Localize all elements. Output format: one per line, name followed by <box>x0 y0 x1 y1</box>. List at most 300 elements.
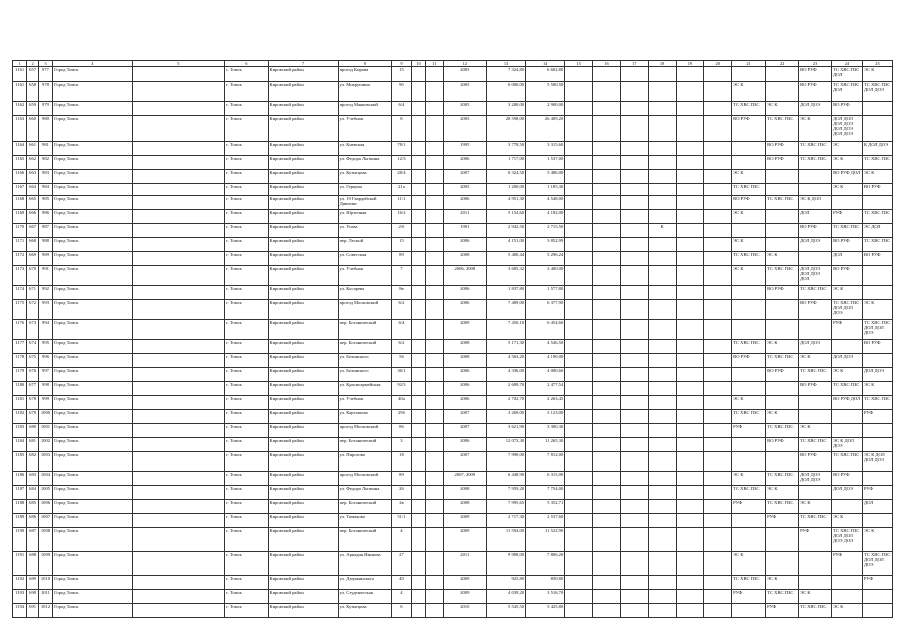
table-cell <box>426 196 444 210</box>
table-cell <box>426 116 444 142</box>
table-cell: 1179 <box>13 368 27 382</box>
table-cell: 4 <box>392 528 412 552</box>
table-cell: 2007, 2009 <box>443 472 486 486</box>
table-cell: пер. Ботанический <box>338 320 392 340</box>
table-cell <box>799 576 832 590</box>
table-cell: 691 <box>27 604 38 618</box>
table-cell <box>704 238 732 252</box>
table-cell: 3 200,00 <box>486 102 525 116</box>
table-cell <box>411 410 425 424</box>
table-cell <box>676 184 704 196</box>
table-cell <box>648 116 676 142</box>
table-cell: 2008 <box>443 354 486 368</box>
table-cell: ЭС К <box>732 552 766 576</box>
table-cell: ВО РУФ <box>766 438 799 452</box>
table-cell: г. Томск <box>225 438 268 452</box>
table-cell <box>132 452 225 472</box>
table-cell <box>620 382 648 396</box>
table-cell: 1164 <box>13 142 27 156</box>
table-cell: 977 <box>38 67 52 82</box>
table-cell <box>766 452 799 472</box>
table-cell <box>593 170 621 184</box>
table-cell: 661 <box>27 142 38 156</box>
table-cell <box>704 82 732 102</box>
table-cell: ВО РУФ <box>799 452 832 472</box>
table-cell <box>565 528 593 552</box>
table-cell: Город Томск <box>53 184 132 196</box>
table-cell <box>732 368 766 382</box>
table-cell <box>620 170 648 184</box>
table-cell <box>593 528 621 552</box>
table-cell: г. Томск <box>225 424 268 438</box>
table-cell <box>565 102 593 116</box>
table-cell <box>593 424 621 438</box>
table-cell: 4 <box>392 590 412 604</box>
table-cell <box>426 472 444 486</box>
table-cell <box>676 300 704 320</box>
table-cell: г. Томск <box>225 102 268 116</box>
table-cell <box>132 604 225 618</box>
table-cell: г. Томск <box>225 528 268 552</box>
table-cell <box>732 604 766 618</box>
table-cell: РУФ <box>862 576 892 590</box>
table-cell <box>411 500 425 514</box>
table-row <box>13 368 893 382</box>
table-cell <box>648 528 676 552</box>
table-cell: ЭС К <box>862 528 892 552</box>
table-cell <box>732 286 766 300</box>
table-cell: ЭС К <box>732 396 766 410</box>
table-cell: ул. Юрточная <box>338 210 392 224</box>
table-cell: К ДОЛ ДОЭ <box>862 142 892 156</box>
table-cell: 11 522,90 <box>526 528 565 552</box>
table-cell <box>426 184 444 196</box>
table-cell: ЭС К <box>766 102 799 116</box>
table-cell: 1003 <box>38 452 52 472</box>
table-cell <box>411 116 425 142</box>
table-cell: г. Томск <box>225 486 268 500</box>
table-cell: ТС ХВС ПЗС <box>766 196 799 210</box>
table-cell: 676 <box>27 368 38 382</box>
table-cell: 670 <box>27 266 38 286</box>
table-cell: ВО РУФ <box>766 368 799 382</box>
table-row <box>13 528 893 552</box>
table-cell: ТС ХВС ПЗС <box>732 184 766 196</box>
table-cell: 1165 <box>13 156 27 170</box>
table-cell: ЭС К <box>832 604 863 618</box>
table-cell <box>648 210 676 224</box>
table-cell <box>766 300 799 320</box>
table-cell <box>132 424 225 438</box>
table-cell: Кировский район <box>268 156 338 170</box>
table-cell: 1 717,00 <box>486 156 525 170</box>
table-cell: 981 <box>38 142 52 156</box>
table-cell: Кировский район <box>268 452 338 472</box>
table-cell <box>132 286 225 300</box>
table-cell: 6 324,50 <box>486 170 525 184</box>
table-cell: 1176 <box>13 320 27 340</box>
table-cell: 679 <box>27 410 38 424</box>
table-cell: 978 <box>38 82 52 102</box>
table-cell: 1000 <box>38 410 52 424</box>
table-cell: ДОЛ ДОЭ ДОЛ ДОЭ <box>799 472 832 486</box>
table-cell <box>593 500 621 514</box>
table-cell <box>799 170 832 184</box>
table-cell <box>832 424 863 438</box>
table-cell: 2009 <box>443 590 486 604</box>
table-cell: г. Томск <box>225 170 268 184</box>
table-cell <box>426 528 444 552</box>
column-number: 11 <box>426 61 444 67</box>
table-cell <box>648 410 676 424</box>
table-cell: Кировский район <box>268 500 338 514</box>
table-cell <box>411 368 425 382</box>
table-cell <box>620 368 648 382</box>
table-cell <box>704 590 732 604</box>
table-row <box>13 300 893 320</box>
table-cell: 40а <box>392 396 412 410</box>
table-cell: ВО РУФ <box>766 156 799 170</box>
table-cell: г. Томск <box>225 196 268 210</box>
table-cell: ЭС К <box>832 184 863 196</box>
table-cell <box>648 396 676 410</box>
table-cell: 27 <box>392 552 412 576</box>
table-cell <box>620 142 648 156</box>
table-cell <box>648 252 676 266</box>
table-cell <box>132 224 225 238</box>
table-cell <box>704 142 732 156</box>
table-cell: 18 <box>392 452 412 472</box>
table-cell <box>799 552 832 576</box>
table-cell <box>766 67 799 82</box>
table-cell <box>676 340 704 354</box>
table-cell: 6/4 <box>392 102 412 116</box>
table-cell <box>676 116 704 142</box>
table-row <box>13 266 893 286</box>
table-cell <box>132 576 225 590</box>
table-cell: 1166 <box>13 170 27 184</box>
column-number: 18 <box>648 61 676 67</box>
table-cell <box>132 252 225 266</box>
table-cell <box>132 486 225 500</box>
table-cell: Кировский район <box>268 424 338 438</box>
table-cell <box>620 424 648 438</box>
table-cell: 1001 <box>38 424 52 438</box>
table-cell <box>648 424 676 438</box>
table-cell: ул. Дзержинского <box>338 576 392 590</box>
table-cell <box>799 184 832 196</box>
table-cell: Город Томск <box>53 196 132 210</box>
table-cell <box>132 368 225 382</box>
table-cell: ЭС К <box>766 252 799 266</box>
table-cell <box>411 486 425 500</box>
table-cell: РУФ <box>862 486 892 500</box>
table-cell <box>648 82 676 102</box>
table-cell: 6/2 <box>392 340 412 354</box>
table-cell <box>411 300 425 320</box>
table-cell <box>704 410 732 424</box>
table-cell: 1 537,00 <box>526 156 565 170</box>
table-cell: 11 594,00 <box>486 528 525 552</box>
table-cell: 1161 <box>13 82 27 102</box>
table-cell: 1186 <box>13 472 27 486</box>
table-cell: ТС ХВС ПЗС ДОЛ ДОЛ ДОЭ <box>862 552 892 576</box>
table-cell: 1187 <box>13 486 27 500</box>
table-cell <box>766 170 799 184</box>
table-cell <box>648 300 676 320</box>
table-cell: 850,80 <box>526 576 565 590</box>
table-cell <box>620 300 648 320</box>
table-cell <box>593 320 621 340</box>
table-cell <box>862 590 892 604</box>
table-cell <box>676 82 704 102</box>
table-cell <box>426 102 444 116</box>
table-cell <box>426 238 444 252</box>
table-cell: Кировский район <box>268 396 338 410</box>
table-cell <box>766 382 799 396</box>
table-cell <box>593 354 621 368</box>
table-cell: 672 <box>27 300 38 320</box>
table-cell: ЭС К <box>832 286 863 300</box>
table-cell <box>704 320 732 340</box>
table-cell: ДОЛ <box>799 210 832 224</box>
table-cell: ЭС К ДОЛ <box>799 196 832 210</box>
table-cell <box>676 452 704 472</box>
table-cell <box>648 196 676 210</box>
table-cell: 1194 <box>13 604 27 618</box>
table-cell: 998 <box>38 382 52 396</box>
table-cell <box>648 184 676 196</box>
table-cell: Кировский район <box>268 184 338 196</box>
table-cell: Город Томск <box>53 210 132 224</box>
table-cell <box>593 210 621 224</box>
table-cell <box>565 368 593 382</box>
table-row <box>13 396 893 410</box>
table-cell <box>593 156 621 170</box>
table-cell <box>648 266 676 286</box>
table-cell: РУФ <box>732 500 766 514</box>
table-cell <box>426 266 444 286</box>
table-cell <box>704 340 732 354</box>
table-cell: 28/4 <box>392 170 412 184</box>
table-cell: Город Томск <box>53 424 132 438</box>
table-cell: Город Томск <box>53 116 132 142</box>
table-cell <box>132 500 225 514</box>
column-number: 6 <box>225 61 268 67</box>
table-cell: г. Томск <box>225 210 268 224</box>
table-row <box>13 340 893 354</box>
table-cell <box>593 368 621 382</box>
table-row <box>13 472 893 486</box>
table-cell: 671 <box>27 286 38 300</box>
table-cell: 2009 <box>443 320 486 340</box>
table-cell <box>704 514 732 528</box>
table-cell <box>732 438 766 452</box>
table-cell <box>565 67 593 82</box>
table-cell: Кировский район <box>268 486 338 500</box>
table-cell: 682 <box>27 452 38 472</box>
table-cell: ДОЛ ДОЭ <box>862 368 892 382</box>
table-cell: 4 151,00 <box>486 238 525 252</box>
table-cell: г. Томск <box>225 500 268 514</box>
table-cell <box>766 210 799 224</box>
table-cell <box>426 410 444 424</box>
table-cell: 2006 <box>443 286 486 300</box>
table-cell <box>132 67 225 82</box>
table-cell: Город Томск <box>53 452 132 472</box>
table-cell: 993 <box>38 300 52 320</box>
table-cell: Кировский район <box>268 116 338 142</box>
table-cell <box>620 410 648 424</box>
table-cell <box>704 396 732 410</box>
table-cell <box>411 604 425 618</box>
table-cell: 2007 <box>443 452 486 472</box>
table-cell <box>648 452 676 472</box>
table-cell: 4 182,00 <box>526 210 565 224</box>
table-cell: 662 <box>27 156 38 170</box>
table-cell: Кировский район <box>268 196 338 210</box>
table-cell: 6 377,90 <box>526 300 565 320</box>
table-cell <box>676 238 704 252</box>
table-cell <box>565 142 593 156</box>
table-cell: 7 450,10 <box>486 320 525 340</box>
table-cell: 5 154,60 <box>486 210 525 224</box>
table-row <box>13 116 893 142</box>
table-cell: РУФ <box>862 410 892 424</box>
table-cell: 4 190,00 <box>526 354 565 368</box>
table-cell: 1995 <box>443 142 486 156</box>
table-cell: 11/1 <box>392 196 412 210</box>
table-cell: 1185 <box>13 452 27 472</box>
table-cell <box>411 514 425 528</box>
table-cell <box>732 528 766 552</box>
table-cell <box>676 266 704 286</box>
table-cell: 3 123,00 <box>526 410 565 424</box>
table-cell <box>411 67 425 82</box>
table-cell: 2007 <box>443 424 486 438</box>
table-cell: Город Томск <box>53 102 132 116</box>
table-cell: 15 <box>392 67 412 82</box>
table-cell <box>676 196 704 210</box>
table-cell: Город Томск <box>53 266 132 286</box>
table-cell: 1007 <box>38 514 52 528</box>
table-cell <box>426 486 444 500</box>
table-cell <box>132 410 225 424</box>
table-cell: 667 <box>27 224 38 238</box>
table-cell <box>620 452 648 472</box>
table-cell <box>132 590 225 604</box>
table-cell: 3 778,50 <box>486 142 525 156</box>
table-cell <box>411 340 425 354</box>
table-cell: г. Томск <box>225 396 268 410</box>
table-cell <box>732 156 766 170</box>
table-cell: ул. Киевская <box>338 142 392 156</box>
table-cell <box>676 252 704 266</box>
table-cell: 1192 <box>13 576 27 590</box>
table-cell: ЭС К <box>832 514 863 528</box>
table-cell <box>648 514 676 528</box>
table-cell: 1162 <box>13 102 27 116</box>
column-number: 15 <box>565 61 593 67</box>
table-cell: 669 <box>27 252 38 266</box>
table-row <box>13 354 893 368</box>
table-cell: 6 602,80 <box>526 67 565 82</box>
table-cell <box>565 156 593 170</box>
table-cell <box>862 196 892 210</box>
table-cell <box>426 340 444 354</box>
table-cell: 687 <box>27 528 38 552</box>
table-cell <box>862 424 892 438</box>
table-cell: Кировский район <box>268 552 338 576</box>
table-cell: ул. Советская <box>338 252 392 266</box>
table-cell <box>132 300 225 320</box>
table-cell: 997 <box>38 368 52 382</box>
table-row <box>13 224 893 238</box>
table-cell <box>411 552 425 576</box>
table-cell <box>704 252 732 266</box>
table-cell <box>832 340 863 354</box>
table-cell <box>411 438 425 452</box>
table-cell: Город Томск <box>53 82 132 102</box>
table-cell <box>648 286 676 300</box>
table-cell: ДОЛ ДОЭ ДОЛ ДОЭ ДОЛ <box>799 266 832 286</box>
table-cell: ТС ХВС ПЗС <box>766 472 799 486</box>
table-cell <box>132 472 225 486</box>
table-cell <box>676 102 704 116</box>
table-cell: РУФ <box>832 320 863 340</box>
table-cell <box>411 142 425 156</box>
table-cell <box>862 604 892 618</box>
table-cell: 2006 <box>443 156 486 170</box>
table-cell: 2 702,70 <box>486 396 525 410</box>
table-cell: г. Томск <box>225 552 268 576</box>
table-cell <box>676 368 704 382</box>
table-cell: 2009 <box>443 576 486 590</box>
table-cell <box>648 170 676 184</box>
table-cell: Кировский район <box>268 170 338 184</box>
table-cell <box>132 82 225 102</box>
table-cell: 994 <box>38 320 52 340</box>
column-number: 7 <box>268 61 338 67</box>
table-cell: 40 <box>392 576 412 590</box>
table-cell: 985 <box>38 196 52 210</box>
table-cell: 2 942,50 <box>486 224 525 238</box>
table-cell: 2010 <box>443 604 486 618</box>
table-cell <box>593 604 621 618</box>
table-cell <box>704 102 732 116</box>
table-cell: 2011 <box>443 552 486 576</box>
table-cell <box>620 184 648 196</box>
table-cell <box>766 82 799 102</box>
table-cell <box>411 252 425 266</box>
table-cell: 668 <box>27 238 38 252</box>
table-row <box>13 238 893 252</box>
table-row <box>13 210 893 224</box>
table-cell <box>565 224 593 238</box>
table-cell: ЭС К <box>799 500 832 514</box>
table-cell: 2006 <box>443 300 486 320</box>
table-cell <box>676 514 704 528</box>
table-cell: 1191 <box>13 552 27 576</box>
table-cell <box>565 424 593 438</box>
column-number: 10 <box>411 61 425 67</box>
table-cell <box>704 472 732 486</box>
table-cell: 1170 <box>13 224 27 238</box>
table-cell: 1991 <box>443 224 486 238</box>
table-cell: 2006 <box>443 396 486 410</box>
table-cell: ЭС К <box>862 300 892 320</box>
table-cell <box>411 354 425 368</box>
